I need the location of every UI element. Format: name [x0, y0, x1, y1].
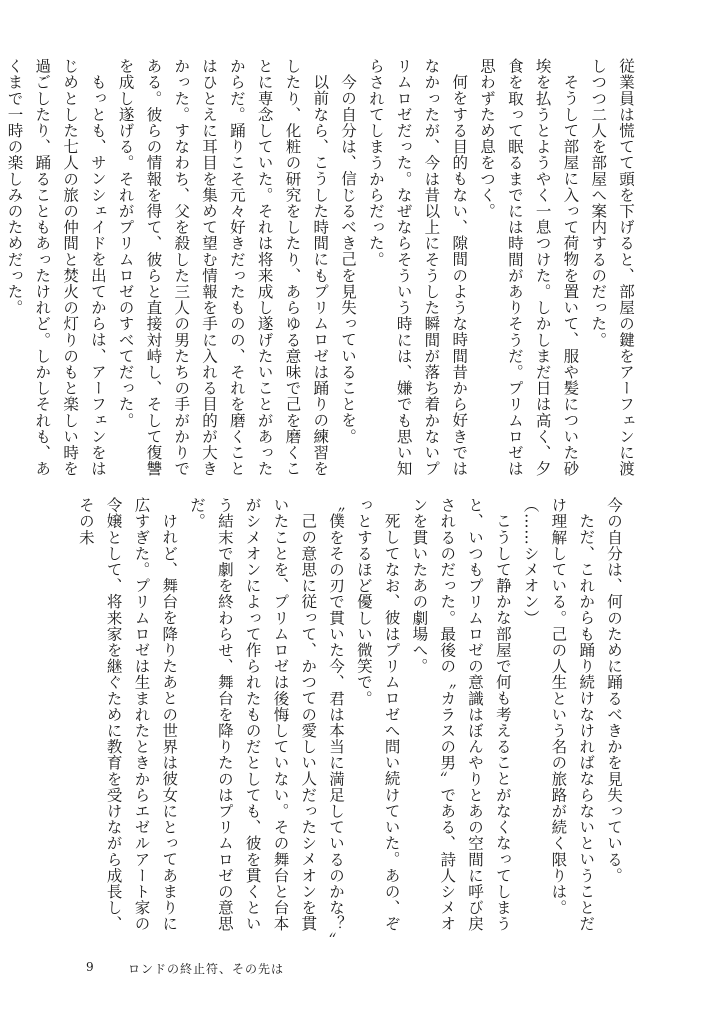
dialogue-quote: 〝僕をその刃で貫いた今、君は本当に満足しているのかな？〟: [327, 497, 346, 948]
paragraph: 従業員は慌てて頭を下げると、部屋の鍵をアーフェンに渡しつつ二人を部屋へ案内するのだった。: [589, 58, 635, 477]
running-title: ロンドの終止符、その先は: [128, 962, 285, 976]
paragraph: ただ、これからも踊り続けなければならないということだけ理解している。己の人生という名の旅路が続く限りは。: [549, 497, 596, 932]
paragraph: こうして静かな部屋で何も考えることがなくなってしまうと、いつもプリムロゼの意識はぼんやりとあの空間に呼び戻されるのだった。最後の〝カラスの男〟である、詩人シメオンを貫いたあの劇場へ。: [410, 497, 512, 932]
paragraph: 何をする目的もない、隙間のような時間昔から好きではなかったが、今は昔以上にそうした瞬間が落ち着かないプリムロゼだった。なぜならそういう時には、嫌でも思い知らされてしまうからだった。: [366, 58, 469, 477]
paragraph: 今の自分は、何のために踊るべきかを見失っている。: [605, 497, 623, 884]
paragraph: そうして部屋に入って荷物を置いて、服や髪についた砂埃を払うとようやく一息つけた。しかしまだ日は高く、夕食を取って眠るまでには時間がありそうだ。プリムロゼは思わずため息をつく。: [478, 58, 580, 477]
paragraph: 死してなお、彼はプリムロゼへ問い続けていた。あの、ぞっとするほど優しい微笑で。: [354, 497, 401, 932]
paragraph: もっとも、サンシェイドを出てからは、アーフェンをはじめとした七人の旅の仲間と焚火の灯りのもと楽しい時を過ごしたり、踊ることもあったけれど。しかしそれも、あくまで一時の楽しみのためだった。: [5, 58, 107, 477]
lower-text-block: [76, 497, 627, 948]
paragraph: 今の自分は、信じるべき己を見失っていることを。: [339, 73, 358, 444]
upper-text-block: [5, 58, 639, 490]
page-number: 9: [86, 960, 94, 974]
paragraph: けれど、舞台を降りたあとの世界は彼女にとってあまりに広すぎた。プリムロゼは生まれたときからエゼルアート家の令嬢として、将来家を継ぐために教育を受けながら成長し、その未: [76, 497, 179, 932]
paragraph: 己の意思に従って、かつての愛しい人だったシメオンを貫いたことを、プリムロゼは後悔していない。その舞台と台本がシメオンによって作られたものだとしても、彼を貫くという結末で劇を終わらせ、舞台を降りたのはプリムロゼの意思だ。: [188, 497, 318, 932]
paragraph: 以前なら、こうした時間にもプリムロゼは踊りの練習をしたり、化粧の研究をしたり、あらゆる意味で己を磨くことに専念していた。それは将来成し遂げたいことがあったからだ。踊りこそ元々好きだったものの、それを磨くことはひとえに耳目を集めて望む情報を手に入れる目的が大きかった。すなわち、父を殺した三人の男たちの手がかりである。彼らの情報を得て、彼らと直接対峙し、そして復讐を成し遂げる。それがプリムロゼのすべてだった。: [116, 58, 330, 477]
paragraph: （……シメオン）: [521, 497, 540, 626]
page-footer: [0, 960, 722, 984]
